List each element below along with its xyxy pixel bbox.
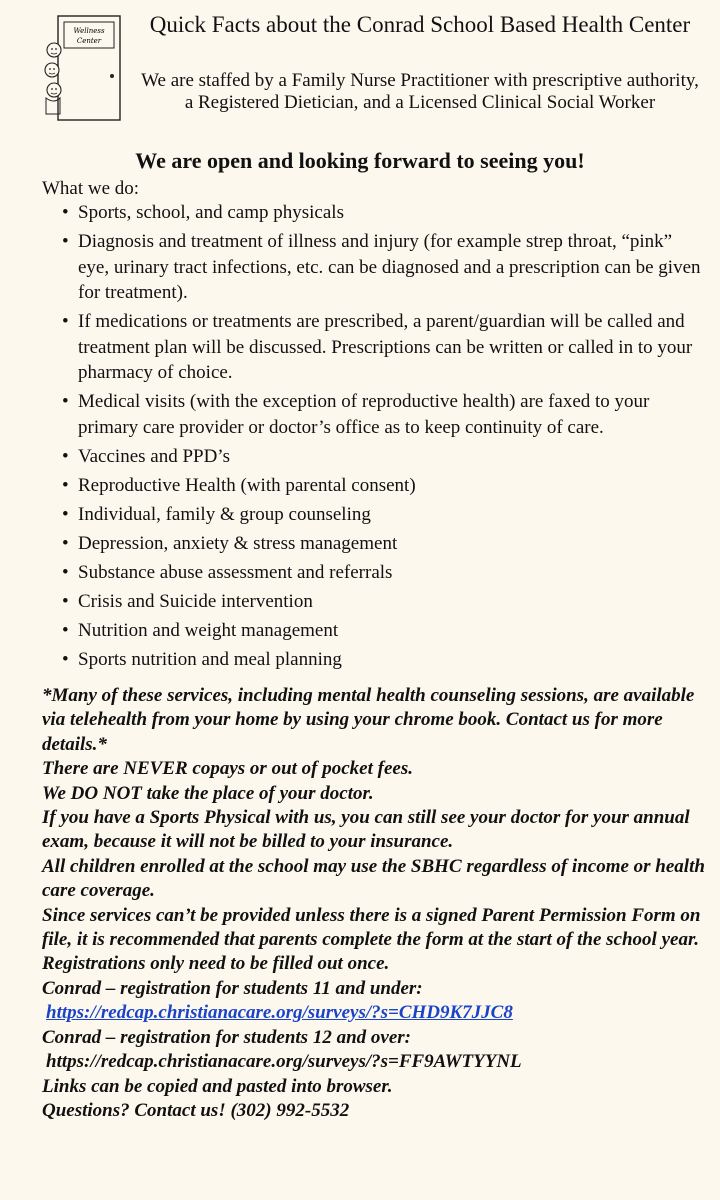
- copays-note: There are NEVER copays or out of pocket fees.: [42, 758, 413, 780]
- page-title: Quick Facts about the Conrad School Based Health Center: [149, 12, 691, 37]
- service-item: • Diagnosis and treatment of illness and injury (for example strep throat, “pink” eye, urinary tract infections, etc. can be diagnosed and a prescription can be given for treatment).: [62, 231, 701, 303]
- service-item: • Substance abuse assessment and referrals: [62, 561, 393, 583]
- service-item: • Nutrition and weight management: [62, 619, 339, 641]
- registration-over-label: Conrad – registration for students 12 and over:: [42, 1026, 411, 1048]
- doctor-note: We DO NOT take the place of your doctor.: [42, 782, 374, 804]
- logo-sign-line1: Wellness: [73, 27, 105, 35]
- service-item: • Sports, school, and camp physicals: [62, 202, 344, 223]
- service-item: • If medications or treatments are prescribed, a parent/guardian will be called and treatment plan will be discussed. Prescriptions can be written or called in to your pharmacy of choice.: [62, 311, 693, 383]
- service-item: • Medical visits (with the exception of reproductive health) are faxed to your primary care provider or doctor’s office as to keep continuity of care.: [62, 391, 650, 438]
- sports-physical-note: If you have a Sports Physical with us, you can still see your doctor for your annual exam, because it will not be billed to your insurance.: [42, 807, 690, 853]
- service-item: • Crisis and Suicide intervention: [62, 590, 313, 612]
- registration-over-url: https://redcap.christianacare.org/surveys/?s=FF9AWTYYNL: [46, 1051, 522, 1073]
- service-item: • Sports nutrition and meal planning: [62, 648, 342, 670]
- door-illustration: [42, 14, 128, 126]
- service-item: • Depression, anxiety & stress management: [62, 532, 398, 554]
- contact-note: Questions? Contact us! (302) 992-5532: [42, 1099, 350, 1121]
- notes-section: [42, 684, 708, 1123]
- service-item: • Individual, family & group counseling: [62, 503, 371, 525]
- service-item: • Reproductive Health (with parental consent): [62, 474, 416, 496]
- logo-sign-line2: Center: [76, 37, 102, 45]
- wellness-center-logo: [42, 14, 128, 126]
- services-list: [62, 200, 702, 676]
- services-heading: What we do:: [42, 178, 140, 199]
- copy-links-note: Links can be copied and pasted into browser.: [42, 1075, 393, 1097]
- open-message: We are open and looking forward to seeing you!: [135, 148, 585, 173]
- registration-under-link[interactable]: https://redcap.christianacare.org/surveys/?s=CHD9K7JJC8: [46, 1002, 513, 1024]
- permission-note: Since services can’t be provided unless there is a signed Parent Permission Form on file, it is recommended that parents complete the form at the start of the school year. Registrations only need to be filled out once.: [42, 904, 701, 975]
- telehealth-note: *Many of these services, including mental health counseling sessions, are available via telehealth from your home by using your chrome book. Contact us for more details.*: [42, 685, 695, 755]
- service-item: • Vaccines and PPD’s: [62, 445, 230, 467]
- registration-under-label: Conrad – registration for students 11 and under:: [42, 977, 423, 999]
- staffing-description: We are staffed by a Family Nurse Practitioner with prescriptive authority, a Registered Dietician, and a Licensed Clinical Social Worker: [141, 70, 699, 113]
- enrollment-note: All children enrolled at the school may use the SBHC regardless of income or health care coverage.: [42, 855, 705, 902]
